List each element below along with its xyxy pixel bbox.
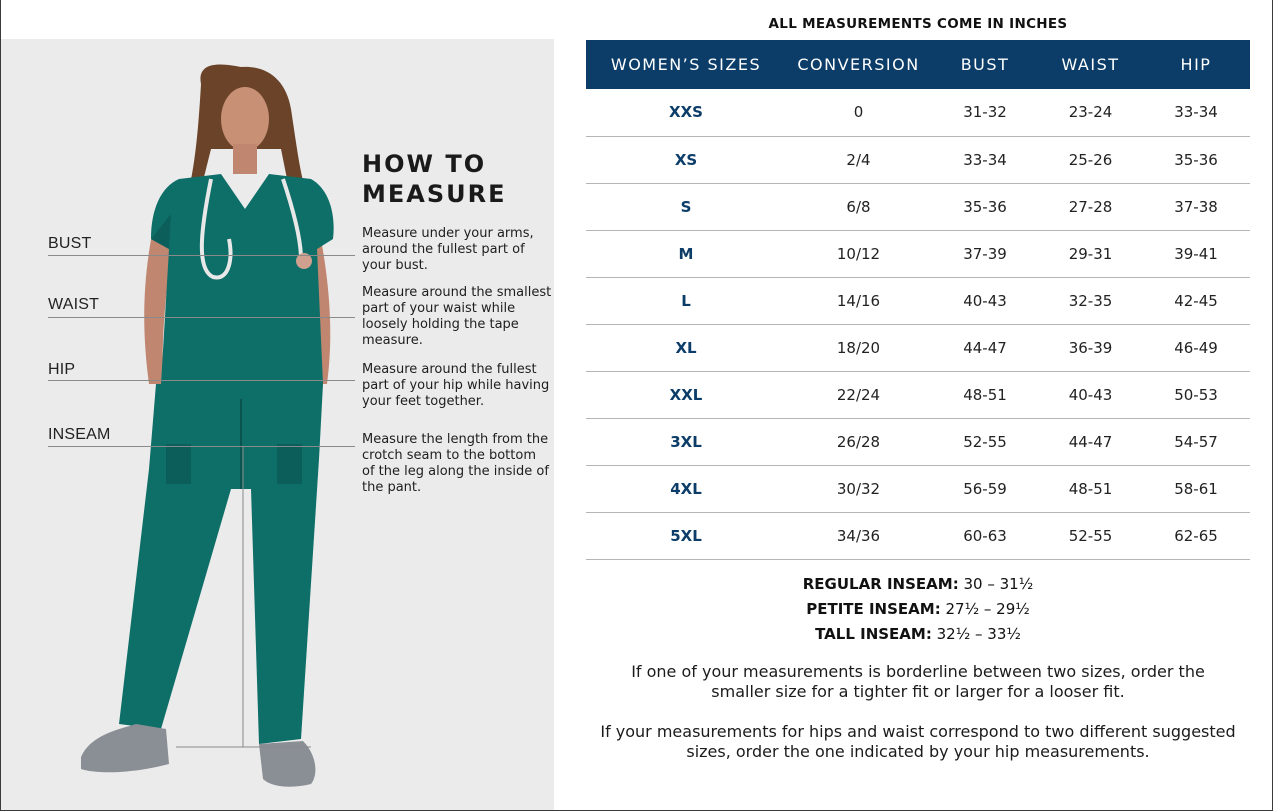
size-cell: XL <box>586 324 786 371</box>
table-row <box>586 89 1250 136</box>
hip-cell: 37-38 <box>1142 183 1250 230</box>
hip-cell: 54-57 <box>1142 418 1250 465</box>
bust-cell: 40-43 <box>931 277 1039 324</box>
size-cell: L <box>586 277 786 324</box>
hip-label: HIP <box>48 361 76 378</box>
waist-cell: 36-39 <box>1039 324 1142 371</box>
bust-cell: 35-36 <box>931 183 1039 230</box>
bust-label: BUST <box>48 235 92 252</box>
hip-cell: 46-49 <box>1142 324 1250 371</box>
bust-cell: 33-34 <box>931 136 1039 183</box>
borderline-size-note: If one of your measurements is borderline between two sizes, order the smaller size for a tighter fit or larger for a looser fit. <box>631 662 1205 701</box>
waist-cell: 48-51 <box>1039 465 1142 512</box>
conversion-cell: 22/24 <box>786 371 931 418</box>
header-bust: BUST <box>960 55 1010 74</box>
waist-cell: 52-55 <box>1039 512 1142 559</box>
bust-cell: 60-63 <box>931 512 1039 559</box>
title-line-2: MEASURE <box>362 180 507 208</box>
table-header-row <box>586 40 1250 89</box>
waist-cell: 32-35 <box>1039 277 1142 324</box>
hip-cell: 33-34 <box>1142 89 1250 136</box>
waist-cell: 25-26 <box>1039 136 1142 183</box>
bust-cell: 48-51 <box>931 371 1039 418</box>
table-row <box>586 465 1250 512</box>
tall-inseam-label: TALL INSEAM: <box>815 625 932 643</box>
conversion-cell: 34/36 <box>786 512 931 559</box>
size-cell: XS <box>586 136 786 183</box>
hip-cell: 42-45 <box>1142 277 1250 324</box>
hip-waist-size-note: If your measurements for hips and waist correspond to two different suggested sizes, order the one indicated by your hip measurements. <box>600 722 1236 761</box>
table-row <box>586 512 1250 559</box>
regular-inseam-label: REGULAR INSEAM: <box>802 575 959 593</box>
waist-description: Measure around the smallest part of your waist while loosely holding the tape measure. <box>362 285 552 348</box>
conversion-cell: 0 <box>786 89 931 136</box>
tall-inseam <box>586 625 1250 643</box>
title-line-1: HOW TO <box>362 150 487 178</box>
waist-cell: 23-24 <box>1039 89 1142 136</box>
size-cell: 5XL <box>586 512 786 559</box>
table-row <box>586 418 1250 465</box>
how-to-measure-title <box>362 149 542 209</box>
table-row <box>586 324 1250 371</box>
table-row <box>586 136 1250 183</box>
conversion-cell: 10/12 <box>786 230 931 277</box>
hip-description: Measure around the fullest part of your hip while having your feet together. <box>362 362 550 409</box>
regular-inseam <box>586 575 1250 593</box>
conversion-cell: 18/20 <box>786 324 931 371</box>
measurement-units-caption: ALL MEASUREMENTS COME IN INCHES <box>768 16 1068 32</box>
waist-cell: 40-43 <box>1039 371 1142 418</box>
header-waist: WAIST <box>1061 55 1120 74</box>
conversion-cell: 30/32 <box>786 465 931 512</box>
size-chart-table <box>586 40 1250 560</box>
size-cell: M <box>586 230 786 277</box>
size-cell: S <box>586 183 786 230</box>
regular-inseam-value: 30 – 31½ <box>963 575 1034 593</box>
inseam-description: Measure the length from the crotch seam to the bottom of the leg along the inside of the pant. <box>362 432 549 495</box>
inseam-line <box>48 446 355 447</box>
bust-cell: 56-59 <box>931 465 1039 512</box>
size-cell: 4XL <box>586 465 786 512</box>
header-hip: HIP <box>1180 55 1212 74</box>
waist-cell: 44-47 <box>1039 418 1142 465</box>
petite-inseam <box>586 600 1250 618</box>
inseam-label: INSEAM <box>48 426 111 443</box>
conversion-cell: 2/4 <box>786 136 931 183</box>
hip-cell: 50-53 <box>1142 371 1250 418</box>
bust-cell: 44-47 <box>931 324 1039 371</box>
bust-line <box>48 255 355 256</box>
waist-cell: 27-28 <box>1039 183 1142 230</box>
waist-cell: 29-31 <box>1039 230 1142 277</box>
header-conversion: CONVERSION <box>797 55 920 74</box>
bust-cell: 37-39 <box>931 230 1039 277</box>
table-row <box>586 277 1250 324</box>
hip-cell: 62-65 <box>1142 512 1250 559</box>
how-to-measure-panel <box>1 39 554 810</box>
hip-line <box>48 380 355 381</box>
bust-cell: 52-55 <box>931 418 1039 465</box>
conversion-cell: 26/28 <box>786 418 931 465</box>
hip-cell: 35-36 <box>1142 136 1250 183</box>
waist-line <box>48 317 355 318</box>
bust-description: Measure under your arms, around the fullest part of your bust. <box>362 226 534 273</box>
hip-cell: 39-41 <box>1142 230 1250 277</box>
waist-label: WAIST <box>48 296 100 313</box>
conversion-cell: 6/8 <box>786 183 931 230</box>
petite-inseam-label: PETITE INSEAM: <box>806 600 941 618</box>
size-cell: XXL <box>586 371 786 418</box>
petite-inseam-value: 27½ – 29½ <box>945 600 1030 618</box>
tall-inseam-value: 32½ – 33½ <box>936 625 1021 643</box>
size-cell: 3XL <box>586 418 786 465</box>
hip-cell: 58-61 <box>1142 465 1250 512</box>
header-womens-sizes: WOMEN’S SIZES <box>610 55 762 74</box>
conversion-cell: 14/16 <box>786 277 931 324</box>
table-row <box>586 230 1250 277</box>
bust-cell: 31-32 <box>931 89 1039 136</box>
table-row <box>586 371 1250 418</box>
size-cell: XXS <box>586 89 786 136</box>
table-row <box>586 183 1250 230</box>
